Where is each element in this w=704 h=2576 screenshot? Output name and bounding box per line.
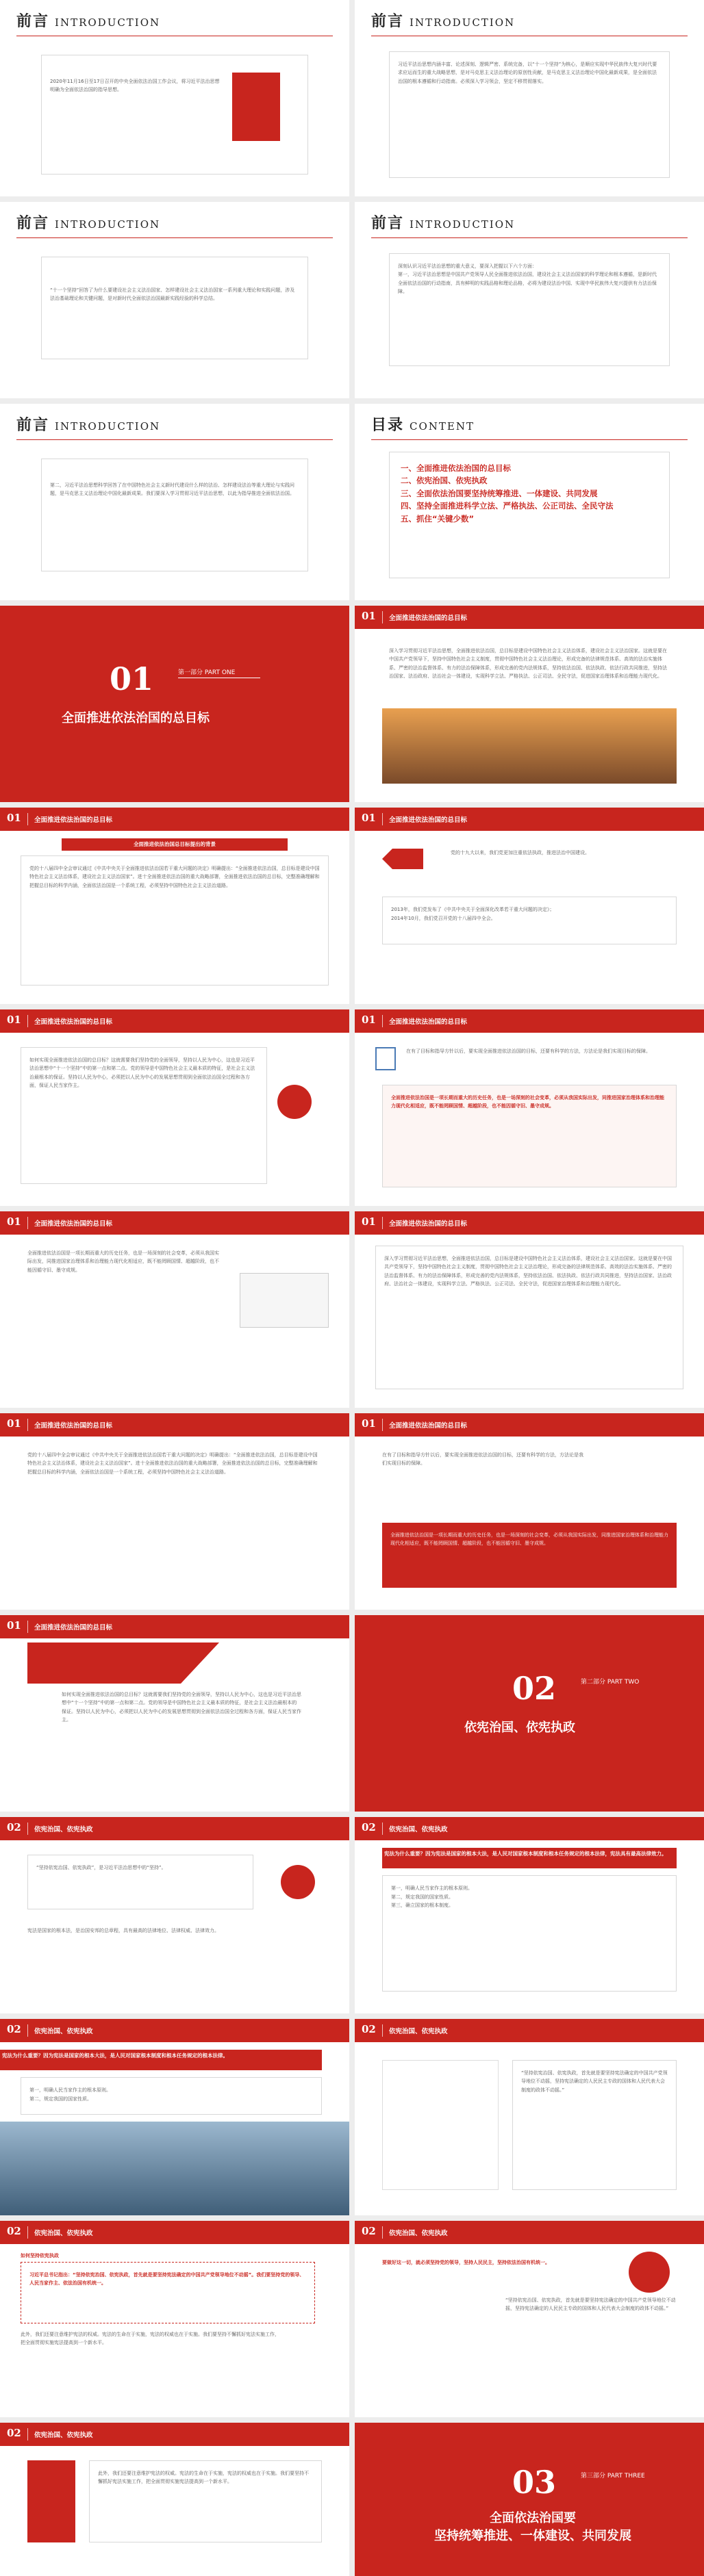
slide-header	[0, 1211, 349, 1235]
slide-part1-1[interactable]	[355, 606, 704, 802]
text-box	[21, 855, 329, 986]
list-item: 第一，明确人民当家作主的根本原则。	[29, 2087, 111, 2093]
slide-toc[interactable]	[355, 404, 704, 600]
part-number: 03	[512, 2464, 557, 2501]
highlight-box	[382, 1523, 677, 1588]
body-paragraph: 宪法是国家的根本法，是治国安邦的总章程，具有最高的法律地位、法律权威、法律效力。	[27, 1928, 219, 1933]
slide-part2-5[interactable]	[0, 2221, 349, 2417]
slide-header	[0, 1615, 349, 1638]
header-title: 依宪治国、依宪执政	[34, 1826, 93, 1833]
slide-part1-9[interactable]	[355, 1413, 704, 1610]
header-number: 01	[7, 1417, 21, 1430]
header-number: 01	[7, 812, 21, 824]
mountain-image	[0, 2122, 349, 2215]
header-divider	[382, 611, 383, 623]
header-divider	[27, 1217, 28, 1229]
slide-title: 前言 INTRODUCTION	[16, 416, 161, 434]
header-title: 全面推进依法治国的总目标	[34, 1624, 113, 1632]
red-banner	[27, 1643, 219, 1684]
header-number: 01	[7, 1215, 21, 1228]
text-box	[41, 55, 308, 175]
header-title: 全面推进依法治国的总目标	[389, 1220, 468, 1228]
preface-paragraph: “十一个坚持”回答了为什么要建设社会主义法治国家、怎样建设社会主义法治国家一系列重大理论和实践问题，涉及法治基础理论和关键问题，是对新时代全面依法治国最新实践经验的科学总结。	[50, 287, 295, 302]
header-number: 02	[7, 1821, 21, 1833]
body-paragraph: 在有了目标和指导方针以后，要实现全面推进依法治国的目标，还要有科学的方法，方法论是我们实现目标的保障。	[382, 1452, 583, 1467]
header-number: 01	[7, 1014, 21, 1026]
text-box	[41, 257, 308, 359]
highlight-box	[21, 2262, 315, 2323]
body-paragraph: 党的十九大以来，我们党更加注重依法执政，推进法治中国建设。	[451, 850, 590, 855]
part-title: 全面推进依法治国的总目标	[62, 711, 210, 725]
toc-item[interactable]: 二、依宪治国、依宪执政	[401, 476, 488, 486]
slide-preface-1[interactable]	[0, 0, 349, 196]
header-title: 全面推进依法治国的总目标	[389, 1422, 468, 1430]
header-title: 全面推进依法治国的总目标	[34, 1422, 113, 1430]
body-paragraph: 此外，我们还要注意维护宪法的权威。宪法的生命在于实施，宪法的权威也在于实施。我们要坚持不懈抓好宪法实施工作，把全面贯彻实施宪法提高到一个新水平。	[98, 2471, 309, 2485]
slide-header	[0, 2019, 349, 2042]
preface-paragraph: 深刻认识习近平法治思想的重大意义，要深入把握以下六个方面： 第一，习近平法治思想是中国共产党领导人民全面推进依法治国，建设社会主义法治国家的科学理论和根本遵循，是新时代全面依法治国的行动指南，具有鲜明的实践品格和理论品格，必将为建设法治中国、实现中华民族伟大复兴提供有力法治保障。	[398, 263, 657, 294]
list-item: 2014年10月，我们党召开党的十八届四中全会。	[391, 915, 496, 921]
text-box	[89, 2460, 322, 2542]
slide-part1-3[interactable]	[355, 808, 704, 1004]
header-number: 01	[362, 1014, 376, 1026]
body-paragraph: 如何实现全面推进依法治国的总目标？这就需要我们坚持党的全面领导，坚持以人民为中心，这也是习近平法治思想中“十一个坚持”中的第一点和第二点。党的领导是中国特色社会主义最本质的特征，是社会主义法治最根本的保证。坚持以人民为中心，必须把以人民为中心的发展思想贯彻到全面依法治国全过程和各方面，保证人民当家作主。	[62, 1692, 301, 1723]
header-divider	[382, 1822, 383, 1835]
body-paragraph: 如何实现全面推进依法治国的总目标？这就需要我们坚持党的全面领导，坚持以人民为中心，这也是习近平法治思想中“十一个坚持”中的第一点和第二点。党的领导是中国特色社会主义最本质的特征，是社会主义法治最根本的保证。坚持以人民为中心，必须把以人民为中心的发展思想贯彻到全面依法治国全过程和各方面，保证人民当家作主。	[29, 1057, 255, 1088]
part-label: 第一部分 PART ONE	[178, 669, 236, 676]
highlight-paragraph: 全面推进依法治国是一项长期而重大的历史任务，也是一场深刻的社会变革，必须从我国实际出发，同推进国家治理体系和治理能力现代化相适应，既不能罔顾国情、超越阶段，也不能因循守旧、墨守成规。	[390, 1532, 668, 1547]
list-item: 2013年，我们党发布了《中共中央关于全面深化改革若干重大问题的决定》；	[391, 907, 555, 912]
list-item: 第二，规定我国的国家性质。	[391, 1894, 453, 1900]
header-divider	[382, 2226, 383, 2239]
header-title: 全面推进依法治国的总目标	[34, 816, 113, 824]
slide-header	[355, 2221, 704, 2244]
banner-text: 要做好这一切，就必须坚持党的领导，坚持人民民主，坚持依法治国有机统一。	[382, 2260, 550, 2265]
text-box	[389, 51, 670, 178]
header-title: 全面推进依法治国的总目标	[389, 1018, 468, 1026]
pillar-image	[27, 2460, 75, 2542]
highlight-paragraph: 全面推进依法治国是一项长期而重大的历史任务，也是一场深刻的社会变革，必须从我国实际出发，同推进国家治理体系和治理能力现代化相适应，既不能罔顾国情、超越阶段，也不能因循守旧、墨守成规。	[391, 1095, 664, 1109]
title-rule	[16, 237, 333, 238]
body-paragraph: 党的十八届四中全会审议通过《中共中央关于全面推进依法治国若干重大问题的决定》明确提出：“全面推进依法治国，总目标是建设中国特色社会主义法治体系，建设社会主义法治国家”。进十全面推进依法治国的重大战略部署，全面推进依法治国的总目标，完整准确理解和把握总目标的科学内涵，全面依法治国是一个系统工程，必须坚持中国特色社会主义法治道路。	[27, 1452, 318, 1475]
header-number: 02	[362, 2023, 376, 2035]
part-label: 第三部分 PART THREE	[581, 2473, 645, 2480]
body-paragraph: 深入学习贯彻习近平法治思想，全面推进依法治国，总目标是建设中国特色社会主义法治体系，建设社会主义法治国家。这就是要在中国共产党领导下，坚持中国特色社会主义制度，贯彻中国特色社会主义法治理论，形成完备的法律规范体系、高效的法治实施体系、严密的法治监督体系、有力的法治保障体系，形成完善的党内法规体系，坚持依法治国、依法执政、依法行政共同推进，坚持法治国家、法治政府、法治社会一体建设，实现科学立法、严格执法、公正司法、全民守法，促进国家治理体系和治理能力现代化。	[384, 1256, 672, 1287]
slide-part2-3[interactable]	[0, 2019, 349, 2215]
text-box	[41, 459, 308, 571]
part-label: 第二部分 PART TWO	[581, 1679, 640, 1686]
slide-part1-cover[interactable]	[0, 606, 349, 802]
header-number: 01	[362, 812, 376, 824]
slide-header	[0, 1009, 349, 1033]
text-box	[375, 1246, 683, 1389]
header-title: 依宪治国、依宪执政	[34, 2432, 93, 2439]
preface-paragraph: 习近平法治思想内涵丰富、论述深刻、逻辑严密、系统完备，以“十一个坚持”为核心，是顺应实现中华民族伟大复兴时代要求应运而生的重大战略思想，是对马克思主义法治理论的原创性贡献，是马克思主义法治理论中国化最新成果，是全面依法治国的根本遵循和行动指南。必须深入学习领会，坚定不移贯彻落实。	[398, 62, 657, 84]
header-title: 依宪治国、依宪执政	[389, 2028, 448, 2035]
document-icon	[375, 1047, 396, 1070]
slide-preface-5[interactable]	[0, 404, 349, 600]
highlight-box	[382, 1085, 677, 1187]
header-title: 全面推进依法治国的总目标	[389, 816, 468, 824]
slide-title: 前言 INTRODUCTION	[371, 214, 516, 232]
header-divider	[27, 2024, 28, 2037]
body-paragraph: 深入学习贯彻习近平法治思想，全面推进依法治国，总目标是建设中国特色社会主义法治体系，建设社会主义法治国家。这就是要在中国共产党领导下，坚持中国特色社会主义制度，贯彻中国特色社会主义法治理论，形成完备的法律规范体系、高效的法治实施体系、严密的法治监督体系、有力的法治保障体系，形成完善的党内法规体系，坚持依法治国、依法执政、依法行政共同推进，坚持法治国家、法治政府、法治社会一体建设，实现科学立法、严格执法、公正司法、全民守法，促进国家治理体系和治理能力现代化。	[389, 648, 667, 679]
header-title: 依宪治国、依宪执政	[389, 1826, 448, 1833]
header-number: 01	[362, 1417, 376, 1430]
text-box	[389, 253, 670, 366]
part-title: 全面依法治国要 坚持统筹推进、一体建设、共同发展	[434, 2511, 631, 2543]
toc-item[interactable]: 一、全面推进依法治国的总目标	[401, 463, 511, 473]
body-paragraph: “坚持依宪治国、依宪执政，首先就是要坚持宪法确定的中国共产党领导地位不动摇，坚持宪法确定的人民民主专政的国体和人民代表大会制度的政体不动摇。”	[521, 2070, 668, 2093]
toc-item[interactable]: 五、抓住“关键少数”	[401, 513, 475, 524]
slide-preface-2[interactable]	[355, 0, 704, 196]
list-item: 第二，规定我国的国家性质。	[29, 2096, 92, 2102]
slide-title: 前言 INTRODUCTION	[16, 12, 161, 30]
header-divider	[27, 813, 28, 825]
question-banner: 宪法为什么重要？因为宪法是国家的根本大法，是人民对国家根本制度和根本任务规定的根本法律。	[0, 2050, 322, 2070]
header-divider	[27, 1015, 28, 1027]
slide-part3-cover[interactable]	[355, 2423, 704, 2576]
header-divider	[382, 1419, 383, 1431]
slide-part2-4[interactable]	[355, 2019, 704, 2215]
header-title: 全面推进依法治国的总目标	[34, 1018, 113, 1026]
body-paragraph: “坚持依宪治国、依宪执政，首先就是要坚持宪法确定的中国共产党领导地位不动摇，坚持宪法确定的人民民主专政的国体和人民代表大会制度的政体不动摇。”	[505, 2297, 676, 2312]
red-book-image	[232, 73, 280, 141]
slide-part1-5[interactable]	[355, 1009, 704, 1206]
screen-image	[240, 1273, 329, 1328]
slide-header	[355, 1211, 704, 1235]
emblem-icon	[281, 1865, 315, 1899]
question-banner: 宪法为什么重要？因为宪法是国家的根本大法，是人民对国家根本制度和根本任务规定的根本法律，宪法具有最高法律效力。	[382, 1848, 677, 1868]
paper-pen-image	[382, 2060, 499, 2190]
header-divider	[382, 1217, 383, 1229]
highlight-paragraph: 习近平总书记指出：“坚持依宪治国、依宪执政，首先就是要坚持宪法确定的中国共产党领导地位不动摇”。我们要坚持党的领导、人民当家作主、依法治国有机统一。	[29, 2272, 305, 2287]
text-box	[27, 1855, 253, 1909]
slide-part1-8[interactable]	[0, 1413, 349, 1610]
slide-header	[0, 2423, 349, 2446]
slide-header	[0, 1413, 349, 1437]
preface-paragraph: 第二，习近平法治思想科学回答了在中国特色社会主义新时代建设什么样的法治、怎样建设法治等重大理论与实践问题，是马克思主义法治理论中国化最新成果。我们要深入学习贯彻习近平法治思想，以此为指导推进全面依法治国。	[50, 482, 294, 497]
title-rule	[371, 237, 688, 238]
header-divider	[27, 1419, 28, 1431]
body-paragraph: 此外，我们还要注意维护宪法的权威。宪法的生命在于实施，宪法的权威也在于实施。我们要坚持不懈抓好宪法实施工作，把全面贯彻实施宪法提高到一个新水平。	[21, 2332, 279, 2346]
header-title: 依宪治国、依宪执政	[34, 2028, 93, 2035]
text-box	[21, 1047, 267, 1184]
toc-title: 目录 CONTENT	[371, 416, 475, 434]
preface-paragraph: 2020年11月16日至17日召开的中央全面依法治国工作会议，将习近平法治思想明确为全面依法治国的指导思想。	[50, 79, 220, 93]
header-title: 依宪治国、依宪执政	[389, 2230, 448, 2237]
signpost-icon	[382, 849, 423, 869]
header-number: 01	[362, 1215, 376, 1228]
header-divider	[382, 813, 383, 825]
slide-header	[355, 2019, 704, 2042]
header-divider	[382, 2024, 383, 2037]
slide-title: 前言 INTRODUCTION	[371, 12, 516, 30]
toc-item[interactable]: 四、坚持全面推进科学立法、严格执法、公正司法、全民守法	[401, 501, 614, 511]
subsection-title: 如何坚持依宪执政	[21, 2253, 59, 2258]
header-number: 02	[362, 2225, 376, 2237]
slide-header	[355, 808, 704, 831]
header-number: 01	[7, 1619, 21, 1632]
header-number: 02	[7, 2427, 21, 2439]
title-rule	[371, 439, 688, 440]
slide-part1-6[interactable]	[0, 1211, 349, 1408]
list-item: 第一，明确人民当家作主的根本原则。	[391, 1885, 473, 1891]
slide-part2-1[interactable]	[0, 1817, 349, 2013]
slide-part2-cover[interactable]	[355, 1615, 704, 1812]
header-divider	[382, 1015, 383, 1027]
list-box	[21, 2077, 322, 2115]
slide-header	[355, 1817, 704, 1840]
part-title: 依宪治国、依宪执政	[464, 1721, 575, 1735]
slide-header	[355, 1413, 704, 1437]
slide-part2-6[interactable]	[355, 2221, 704, 2417]
slide-header	[355, 1009, 704, 1033]
slide-part1-7[interactable]	[355, 1211, 704, 1408]
header-title: 依宪治国、依宪执政	[34, 2230, 93, 2237]
slide-part2-7[interactable]	[0, 2423, 349, 2576]
slide-preface-4[interactable]	[355, 202, 704, 398]
list-box	[382, 897, 677, 944]
header-title: 全面推进依法治国的总目标	[34, 1220, 113, 1228]
header-number: 02	[7, 2225, 21, 2237]
slide-header	[355, 606, 704, 629]
great-wall-image	[382, 708, 677, 784]
body-paragraph: 在有了目标和指导方针以后，要实现全面推进依法治国的目标，还要有科学的方法，方法论是我们实现目标的保障。	[406, 1048, 651, 1054]
body-paragraph: 党的十八届四中全会审议通过《中共中央关于全面推进依法治国若干重大问题的决定》明确提出：“全面推进依法治国，总目标是建设中国特色社会主义法治体系，建设社会主义法治国家”。进十全面推进依法治国的重大战略部署，全面推进依法治国的总目标，完整准确理解和把握总目标的科学内涵，全面依法治国是一个系统工程，必须坚持中国特色社会主义法治道路。	[29, 866, 320, 888]
title-rule	[16, 439, 333, 440]
slide-header	[0, 1817, 349, 1840]
list-item: 第三，确立国家的根本制度。	[391, 1903, 453, 1909]
body-paragraph: 全面推进依法治国是一项长期而重大的历史任务，也是一场深刻的社会变革，必须从我国实际出发，同推进国家治理体系和治理能力现代化相适应，既不能罔顾国情、超越阶段，也不能因循守旧、墨守成规。	[27, 1250, 219, 1273]
header-number: 02	[362, 1821, 376, 1833]
part-number: 01	[110, 660, 154, 697]
list-box	[382, 1875, 677, 1992]
header-number: 01	[362, 610, 376, 622]
header-divider	[27, 2226, 28, 2239]
slide-header	[0, 2221, 349, 2244]
part-number: 02	[512, 1670, 557, 1707]
header-divider	[27, 1621, 28, 1633]
slide-part1-2[interactable]	[0, 808, 349, 1004]
slide-part1-10[interactable]	[0, 1615, 349, 1812]
header-number: 02	[7, 2023, 21, 2035]
header-title: 全面推进依法治国的总目标	[389, 615, 468, 622]
text-box	[512, 2060, 677, 2190]
question-label: 全面推进依法治国总目标提出的背景	[62, 838, 288, 851]
slide-preface-3[interactable]	[0, 202, 349, 398]
slide-part2-2[interactable]	[355, 1817, 704, 2013]
slide-title: 前言 INTRODUCTION	[16, 214, 161, 232]
body-paragraph: “坚持依宪治国、依宪执政”，是习近平法治思想中的“坚持”。	[36, 1865, 166, 1870]
slide-part1-4[interactable]	[0, 1009, 349, 1206]
header-divider	[27, 2428, 28, 2440]
balloon-icon	[277, 1085, 312, 1119]
toc-item[interactable]: 三、全面依法治国要坚持统筹推进、一体建设、共同发展	[401, 488, 598, 498]
header-divider	[27, 1822, 28, 1835]
toc-list	[389, 452, 670, 578]
decoration-icon	[629, 2252, 670, 2293]
slide-header	[0, 808, 349, 831]
